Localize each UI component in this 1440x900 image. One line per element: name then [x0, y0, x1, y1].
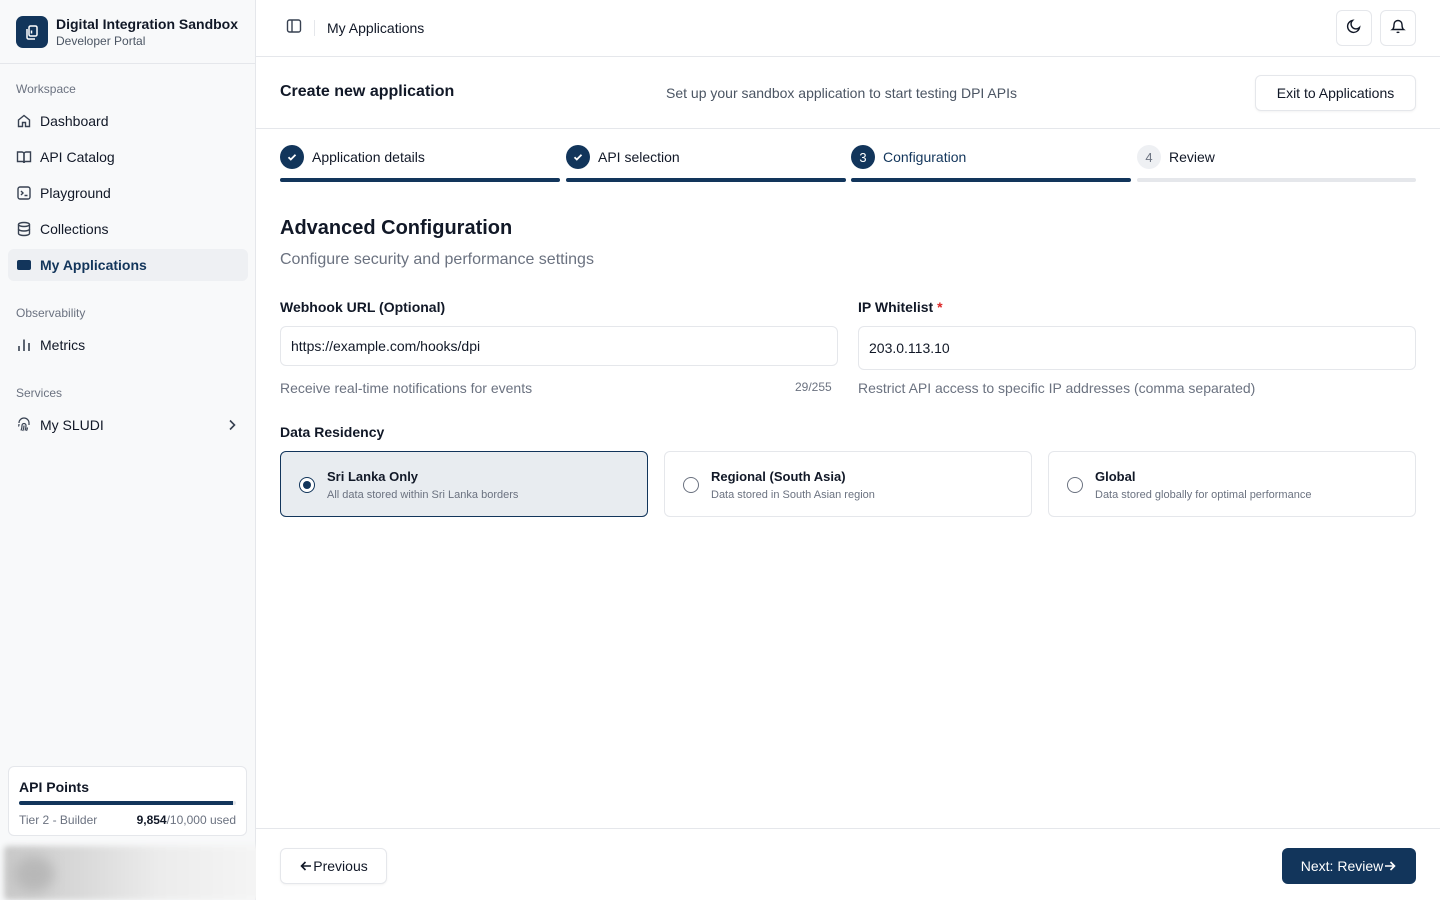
sidebar-item-label: Metrics — [40, 337, 86, 353]
workspace-label: Workspace — [16, 82, 76, 96]
database-icon — [16, 221, 32, 237]
step-label: Application details — [312, 149, 425, 165]
sidebar-item-label: Collections — [40, 221, 109, 237]
previous-button-label: Previous — [313, 858, 368, 874]
section-title: Advanced Configuration — [280, 217, 513, 239]
terminal-icon — [16, 185, 32, 201]
brand-header — [0, 0, 255, 64]
top-bar — [256, 0, 1440, 57]
radio-selected-dot — [303, 481, 311, 489]
brand-logo-icon — [16, 16, 48, 48]
chevron-right-icon — [224, 417, 240, 433]
residency-option-description: Data stored in South Asian region — [711, 489, 875, 501]
moon-icon — [1346, 18, 1362, 39]
sidebar — [0, 0, 256, 900]
sidebar-item-api-catalog[interactable] — [8, 141, 248, 173]
step-label: Configuration — [883, 149, 967, 165]
radio-button[interactable] — [299, 477, 315, 493]
step-progress-bar — [851, 178, 1131, 182]
sidebar-item-dashboard[interactable] — [8, 105, 248, 137]
notifications-button[interactable] — [1380, 10, 1416, 46]
bell-icon — [1390, 18, 1406, 39]
bar-chart-icon — [16, 337, 32, 353]
webhook-help-text: Receive real-time notifications for events — [280, 380, 533, 396]
breadcrumb-divider — [314, 20, 315, 36]
sidebar-item-metrics[interactable] — [8, 329, 248, 361]
check-icon — [566, 145, 590, 169]
services-group — [0, 385, 256, 441]
step-label: API selection — [598, 149, 680, 165]
step-progress-bar — [566, 178, 846, 182]
step-review[interactable] — [1137, 145, 1417, 185]
webhook-char-counter: 29/255 — [795, 380, 832, 394]
api-points-card — [8, 766, 247, 836]
residency-option-sri-lanka[interactable] — [280, 451, 648, 517]
radio-button[interactable] — [683, 477, 699, 493]
sidebar-item-label: Playground — [40, 185, 111, 201]
radio-button[interactable] — [1067, 477, 1083, 493]
step-progress-bar — [280, 178, 560, 182]
observability-label: Observability — [16, 306, 86, 320]
residency-option-description: Data stored globally for optimal performance — [1095, 489, 1312, 501]
residency-option-title: Global — [1095, 469, 1136, 484]
avatar — [14, 856, 54, 892]
home-icon — [16, 113, 32, 129]
observability-group — [0, 305, 256, 361]
residency-option-global[interactable] — [1048, 451, 1416, 517]
workspace-group — [0, 81, 256, 281]
residency-option-title: Regional (South Asia) — [711, 469, 846, 484]
step-application-details[interactable] — [280, 145, 560, 185]
check-icon — [280, 145, 304, 169]
step-configuration[interactable] — [851, 145, 1131, 185]
app-icon — [16, 257, 32, 273]
previous-button[interactable] — [280, 848, 387, 884]
breadcrumb: My Applications — [327, 20, 425, 36]
brand-subtitle: Developer Portal — [56, 33, 146, 48]
sidebar-item-my-sludi[interactable] — [8, 409, 248, 441]
api-points-usage — [137, 813, 236, 827]
api-points-total: /10,000 used — [166, 813, 236, 827]
next-review-button[interactable] — [1282, 848, 1416, 884]
services-label: Services — [16, 386, 63, 400]
section-subtitle: Configure security and performance settings — [280, 251, 594, 268]
ip-whitelist-label-text: IP Whitelist — [858, 299, 934, 315]
webhook-url-label: Webhook URL (Optional) — [280, 299, 446, 315]
step-number: 4 — [1137, 145, 1161, 169]
ip-whitelist-input[interactable] — [858, 326, 1416, 370]
arrow-right-icon — [1383, 859, 1397, 873]
theme-toggle-button[interactable] — [1336, 10, 1372, 46]
api-points-progress — [19, 801, 236, 805]
residency-option-title: Sri Lanka Only — [327, 469, 419, 484]
wizard-footer — [256, 828, 1440, 900]
residency-option-description: All data stored within Sri Lanka borders — [327, 489, 519, 501]
sidebar-item-label: API Catalog — [40, 149, 115, 165]
webhook-url-input[interactable] — [280, 326, 838, 366]
page-subtitle: Set up your sandbox application to start testing DPI APIs — [666, 85, 1017, 101]
ip-whitelist-help-text: Restrict API access to specific IP addresses (comma separated) — [858, 380, 1256, 396]
page-header — [256, 57, 1440, 129]
data-residency-label: Data Residency — [280, 424, 385, 440]
sidebar-item-my-applications[interactable] — [8, 249, 248, 281]
ip-whitelist-label — [858, 299, 943, 315]
exit-to-applications-button[interactable]: Exit to Applications — [1255, 75, 1416, 111]
step-number: 3 — [851, 145, 875, 169]
required-marker: * — [937, 299, 943, 315]
sidebar-item-collections[interactable] — [8, 213, 248, 245]
brand-title: Digital Integration Sandbox — [56, 15, 239, 32]
step-label: Review — [1169, 149, 1215, 165]
api-points-used: 9,854 — [136, 813, 167, 827]
page-title: Create new application — [280, 83, 455, 100]
next-button-label: Next: Review — [1300, 858, 1384, 874]
sidebar-toggle-icon — [286, 18, 302, 39]
api-points-progress-fill — [19, 801, 233, 805]
step-api-selection[interactable] — [566, 145, 846, 185]
step-progress-bar — [1137, 178, 1416, 182]
sidebar-item-label: Dashboard — [40, 113, 109, 129]
api-points-tier: Tier 2 - Builder — [19, 813, 98, 827]
arrow-left-icon — [299, 859, 313, 873]
sidebar-item-label: My SLUDI — [40, 417, 104, 433]
fingerprint-icon — [16, 417, 32, 433]
sidebar-toggle-button[interactable] — [284, 18, 304, 38]
sidebar-item-playground[interactable] — [8, 177, 248, 209]
api-points-title: API Points — [19, 779, 90, 795]
residency-option-regional[interactable] — [664, 451, 1032, 517]
sidebar-item-label: My Applications — [40, 257, 147, 273]
book-icon — [16, 149, 32, 165]
